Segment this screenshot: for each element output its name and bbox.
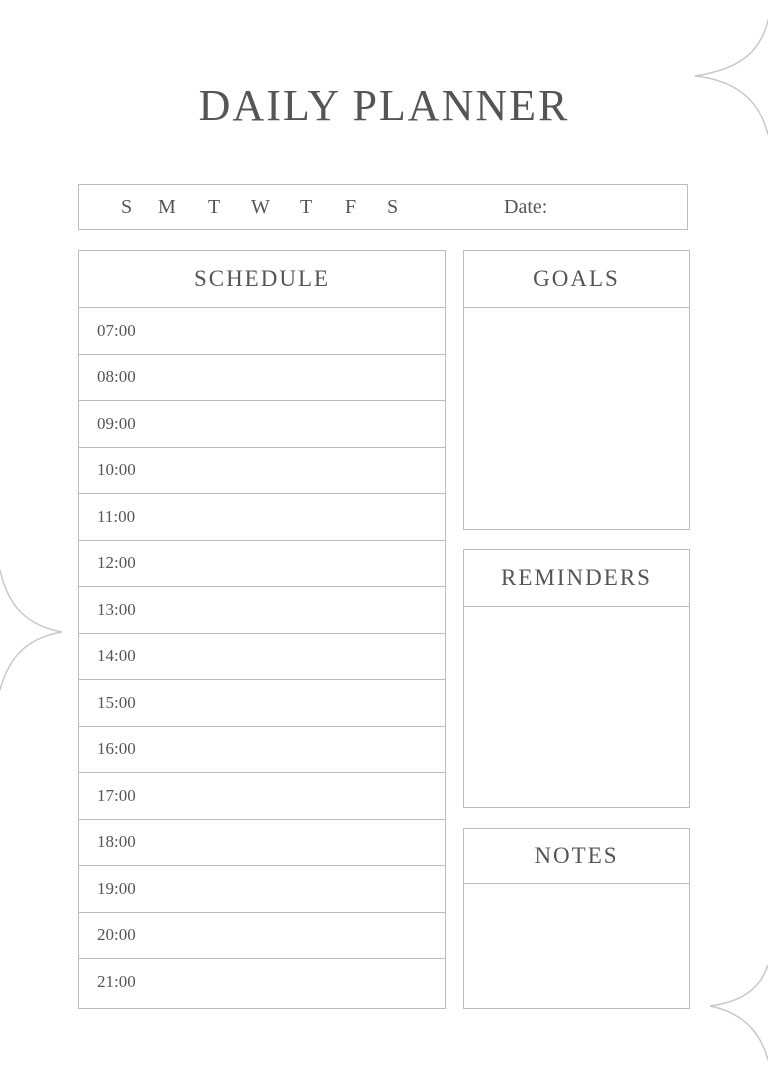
time-slot[interactable] <box>79 727 445 774</box>
time-label: 08:00 <box>97 367 136 387</box>
time-label: 07:00 <box>97 320 136 340</box>
goals-section <box>463 250 690 530</box>
day-date-bar <box>78 184 688 230</box>
time-label: 12:00 <box>97 553 136 573</box>
time-slot[interactable] <box>79 634 445 681</box>
reminders-heading: REMINDERS <box>464 550 689 607</box>
time-slot[interactable] <box>79 308 445 355</box>
day-saturday[interactable]: S <box>387 196 399 218</box>
time-slot[interactable] <box>79 355 445 402</box>
time-slot[interactable] <box>79 913 445 960</box>
time-slot[interactable] <box>79 401 445 448</box>
time-slot[interactable] <box>79 680 445 727</box>
time-label: 13:00 <box>97 599 136 619</box>
time-label: 15:00 <box>97 692 136 712</box>
goals-area[interactable] <box>464 308 689 529</box>
time-slot[interactable] <box>79 494 445 541</box>
page-title: DAILY PLANNER <box>198 81 570 130</box>
reminders-area[interactable] <box>464 607 689 807</box>
time-label: 21:00 <box>97 972 136 992</box>
day-tuesday[interactable]: T <box>208 196 221 218</box>
notes-heading: NOTES <box>464 829 689 884</box>
decorative-arc-bottom-right <box>700 960 768 1086</box>
time-label: 09:00 <box>97 413 136 433</box>
decorative-arc-left <box>0 560 70 700</box>
time-slot[interactable] <box>79 448 445 495</box>
time-label: 18:00 <box>97 832 136 852</box>
time-label: 17:00 <box>97 785 136 805</box>
time-slot[interactable] <box>79 541 445 588</box>
schedule-section <box>78 250 446 1009</box>
time-label: 14:00 <box>97 646 136 666</box>
time-label: 10:00 <box>97 460 136 480</box>
time-label: 11:00 <box>97 506 136 526</box>
day-sunday[interactable]: S <box>121 196 133 218</box>
time-slot[interactable] <box>79 773 445 820</box>
schedule-heading: SCHEDULE <box>79 251 445 308</box>
day-wednesday[interactable]: W <box>251 196 270 218</box>
time-label: 20:00 <box>97 925 136 945</box>
date-label: Date: <box>504 196 548 218</box>
notes-area[interactable] <box>464 884 689 1008</box>
time-label: 16:00 <box>97 739 136 759</box>
notes-section <box>463 828 690 1009</box>
reminders-section <box>463 549 690 808</box>
day-monday[interactable]: M <box>158 196 176 218</box>
time-slot[interactable] <box>79 959 445 1006</box>
time-slot[interactable] <box>79 587 445 634</box>
day-friday[interactable]: F <box>345 196 357 218</box>
time-label: 19:00 <box>97 878 136 898</box>
day-thursday[interactable]: T <box>300 196 313 218</box>
goals-heading: GOALS <box>464 251 689 308</box>
time-slot[interactable] <box>79 820 445 867</box>
time-slot[interactable] <box>79 866 445 913</box>
